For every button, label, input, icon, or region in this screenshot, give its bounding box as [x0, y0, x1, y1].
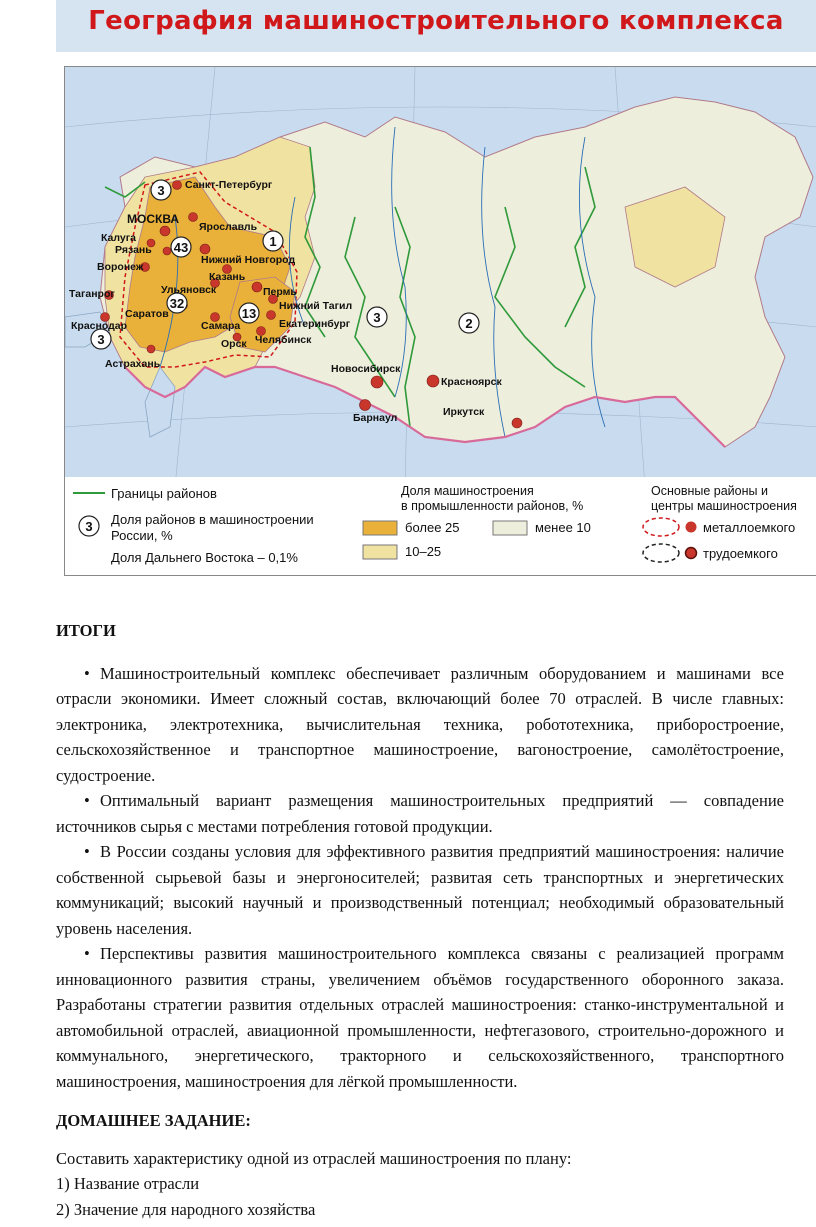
city-label: МОСКВА	[127, 212, 180, 226]
city-label: Красноярск	[441, 376, 502, 388]
city-label: Ульяновск	[161, 284, 217, 296]
map	[64, 66, 816, 576]
city-label: Рязань	[115, 244, 152, 256]
legend-metal-dot	[686, 522, 697, 533]
district-circle-label: 13	[241, 306, 257, 321]
summary-bullet	[56, 839, 784, 941]
bullet-icon: •	[84, 663, 90, 683]
legend-range: 10–25	[405, 544, 442, 559]
legend-less10: менее 10	[535, 520, 591, 535]
district-circle-label: 3	[373, 310, 381, 325]
legend-labor: трудоемкого	[703, 546, 778, 561]
city-label: Иркутск	[443, 406, 485, 418]
legend-borders-label: Границы районов	[111, 486, 217, 501]
city-label: Ярославль	[199, 221, 258, 233]
homework-intro: Составить характеристику одной из отраслей машиностроения по плану:	[56, 1148, 572, 1168]
district-circle-label: 43	[173, 240, 189, 255]
city-label: Самара	[201, 320, 241, 332]
page-title: География машиностроительного комплекса	[88, 6, 784, 36]
city-label: Саратов	[125, 308, 169, 320]
text-content	[56, 618, 784, 1222]
homework-heading: ДОМАШНЕЕ ЗАДАНИЕ:	[56, 1111, 251, 1130]
legend-labor-dot	[686, 548, 697, 559]
city-dot-yaroslavl	[189, 213, 198, 222]
city-label: Санкт-Петербург	[185, 179, 273, 191]
district-circle-label: 3	[157, 183, 165, 198]
bullet-text: Оптимальный вариант размещения машиностроительных предприятий — совпадение источников сырья с местами потребления готовой продукции.	[56, 791, 784, 836]
summary-bullet	[56, 941, 784, 1094]
bullet-icon: •	[84, 842, 90, 861]
bullet-icon: •	[84, 944, 90, 963]
city-label: Воронеж	[97, 261, 144, 273]
legend-far-east: Доля Дальнего Востока – 0,1%	[111, 550, 298, 565]
city-dot-nn	[200, 244, 210, 254]
city-dot-barnaul	[360, 400, 371, 411]
legend-metal: металлоемкого	[703, 520, 796, 535]
summary-heading: ИТОГИ	[56, 621, 116, 640]
legend-swatch-mid	[363, 545, 397, 559]
bullet-icon: •	[84, 791, 90, 810]
district-circle-label: 3	[97, 332, 105, 347]
city-dot-ryazan	[163, 247, 171, 255]
bullet-text: Машиностроительный комплекс обеспечивает различным оборудованием и машинами все отрасли экономики. Имеет сложный состав, включающий более 70 отраслей. В числе главных: электроника, электротехника, вычислительная техника, робототехника, приборостроение, сельскохозяйственное и транспортное машиностроение, вагоностроение, самолётостроение, судостроение.	[56, 663, 784, 785]
city-label: Екатеринбург	[279, 318, 351, 330]
legend-main-areas-1: Основные районы и	[651, 484, 768, 498]
bullet-text: В России созданы условия для эффективного развития предприятий машиностроения: наличие собственной сырьевой базы и энергоносителей; развитая сеть транспортных и энергетических коммуникаций; высокий научный и производственный потенциал; необходимый образовательный уровень населения.	[56, 842, 784, 938]
homework-item: 1) Название отрасли	[56, 1174, 200, 1193]
city-dot-krasnoyarsk	[427, 375, 439, 387]
legend-swatch-low	[493, 521, 527, 535]
legend-industry-share-2: в промышленности районов, %	[401, 499, 584, 513]
legend-swatch-high	[363, 521, 397, 535]
city-dot-ekb	[267, 311, 276, 320]
legend-main-areas-2: центры машиностроения	[651, 499, 797, 513]
city-label: Нижний Тагил	[279, 300, 353, 312]
city-label: Астрахань	[105, 358, 161, 370]
city-label: Калуга	[101, 232, 136, 244]
legend-district-share-2: России, %	[111, 528, 173, 543]
map-legend	[65, 477, 816, 575]
city-dot-novosibirsk	[371, 376, 383, 388]
bullet-text: Перспективы развития машиностроительного комплекса связаны с реализацией программ инновационного развития страны, увеличением объёмов государственного оборонного заказа. Разработаны стратегии развития отдельных отраслей машиностроения: станко-инструментальной и автомобильной отраслей, авиационной промышленности, нефтегазового, строительно-дорожного и коммунального, энергетического, тракторного и сельскохозяйственного, транспортного машиностроения, машиностроения для лёгкой промышленности.	[56, 944, 784, 1091]
city-label: Новосибирск	[331, 363, 401, 375]
city-label: Челябинск	[255, 334, 312, 346]
district-circle-label: 1	[269, 234, 277, 249]
title-banner	[56, 0, 816, 52]
legend-industry-share-1: Доля машиностроения	[401, 484, 534, 498]
legend-circle-sample-label: 3	[85, 519, 93, 534]
city-label: Таганрог	[69, 288, 115, 300]
city-label: Барнаул	[353, 412, 398, 424]
city-dot-moscow	[160, 226, 170, 236]
city-label: Краснодар	[71, 320, 128, 332]
summary-bullet	[56, 661, 784, 789]
city-dot-irkutsk	[512, 418, 522, 428]
district-circle-label: 32	[169, 296, 185, 311]
city-label: Казань	[209, 271, 246, 283]
homework-item: 2) Значение для народного хозяйства	[56, 1199, 316, 1219]
district-circle-label: 2	[465, 316, 473, 331]
city-label: Нижний Новгород	[201, 254, 296, 266]
city-dot-spb	[173, 181, 182, 190]
legend-district-share-1: Доля районов в машиностроении	[111, 512, 314, 527]
summary-bullet	[56, 788, 784, 839]
city-dot-perm	[252, 282, 262, 292]
city-label: Пермь	[263, 286, 297, 298]
legend-more25: более 25	[405, 520, 460, 535]
city-label: Орск	[221, 338, 247, 350]
city-dot-astrakhan	[147, 345, 155, 353]
